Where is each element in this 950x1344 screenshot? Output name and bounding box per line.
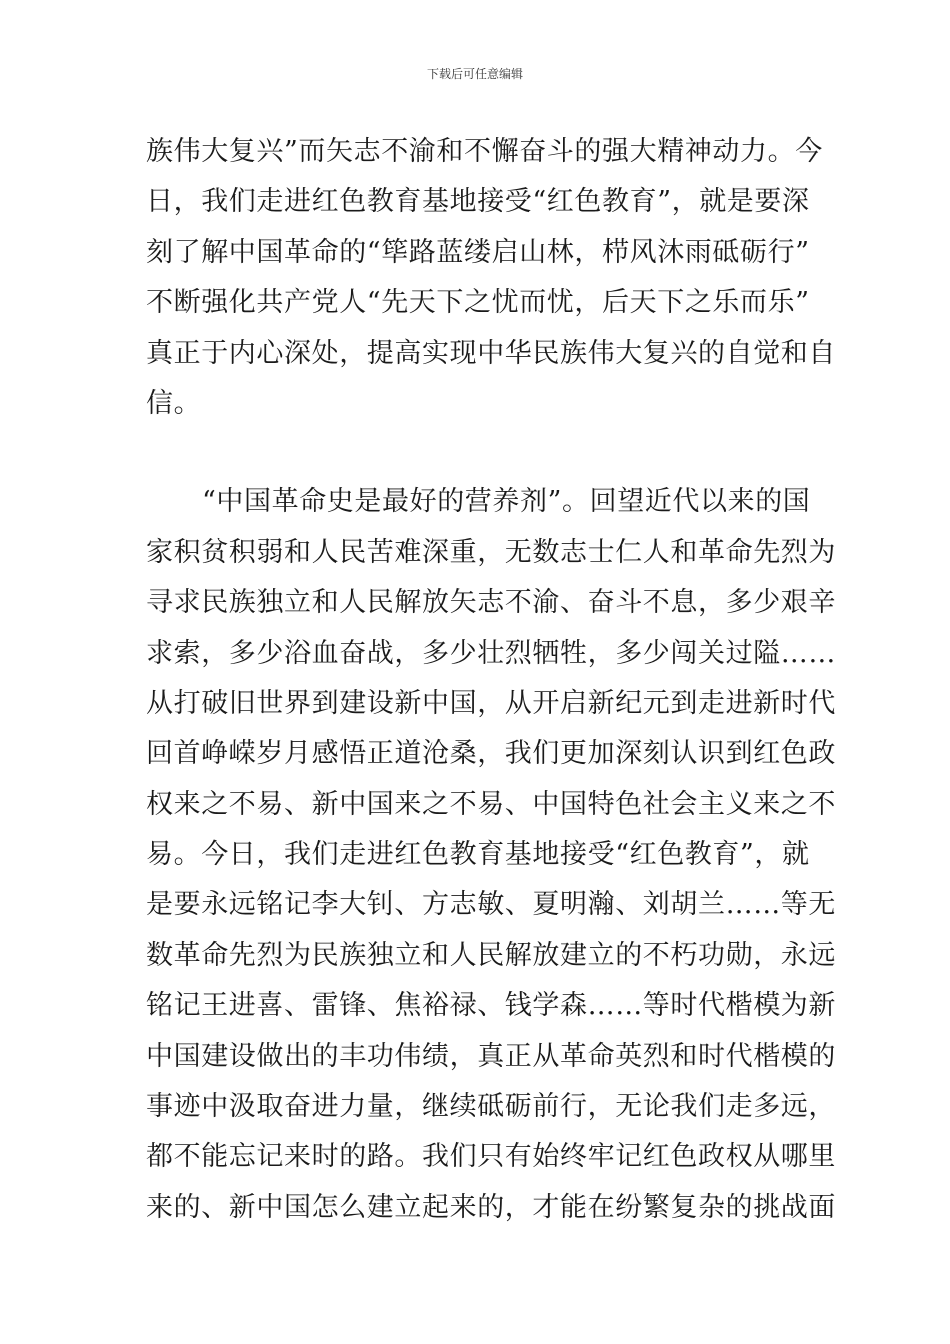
paragraph-1 bbox=[146, 127, 836, 429]
text-line: 信。 bbox=[146, 387, 202, 419]
text-line: 事迹中汲取奋进力量，继续砥砺前行，无论我们走多远， bbox=[146, 1091, 836, 1123]
text-line: 回首峥嵘岁月感悟正道沧桑，我们更加深刻认识到红色政 bbox=[146, 738, 836, 770]
text-line: 不断强化共产党人“先天下之忧而忧，后天下之乐而乐” bbox=[146, 287, 810, 319]
text-line: 刻了解中国革命的“筚路蓝缕启山林，栉风沐雨砥砺行” bbox=[146, 236, 810, 268]
text-line: 来的、新中国怎么建立起来的，才能在纷繁复杂的挑战面 bbox=[146, 1191, 836, 1223]
text-line: 数革命先烈为民族独立和人民解放建立的不朽功勋，永远 bbox=[146, 939, 836, 971]
text-line: 铭记王进喜、雷锋、焦裕禄、钱学森……等时代楷模为新 bbox=[146, 990, 836, 1022]
text-line: 寻求民族独立和人民解放矢志不渝、奋斗不息，多少艰辛 bbox=[146, 587, 836, 619]
paragraph-2 bbox=[146, 477, 836, 1233]
text-line: 是要永远铭记李大钊、方志敏、夏明瀚、刘胡兰……等无 bbox=[146, 889, 836, 921]
text-line: 家积贫积弱和人民苦难深重，无数志士仁人和革命先烈为 bbox=[146, 536, 836, 568]
page-header: 下载后可任意编辑 bbox=[426, 67, 523, 81]
text-line: 都不能忘记来时的路。我们只有始终牢记红色政权从哪里 bbox=[146, 1141, 836, 1173]
text-line: 从打破旧世界到建设新中国，从开启新纪元到走进新时代 bbox=[146, 687, 836, 719]
text-line: 求索，多少浴血奋战，多少壮烈牺牲，多少闯关过隘…… bbox=[146, 637, 836, 669]
document-body bbox=[146, 127, 836, 1233]
text-line: 中国建设做出的丰功伟绩，真正从革命英烈和时代楷模的 bbox=[146, 1040, 836, 1072]
text-line: “中国革命史是最好的营养剂”。回望近代以来的国 bbox=[202, 486, 811, 518]
text-line: 权来之不易、新中国来之不易、中国特色社会主义来之不 bbox=[146, 788, 836, 820]
paragraph-spacer bbox=[146, 429, 810, 477]
text-line: 族伟大复兴”而矢志不渝和不懈奋斗的强大精神动力。今 bbox=[146, 136, 823, 167]
text-line: 真正于内心深处，提高实现中华民族伟大复兴的自觉和自 bbox=[146, 337, 836, 369]
text-line: 日，我们走进红色教育基地接受“红色教育”，就是要深 bbox=[146, 186, 810, 218]
text-line: 易。今日，我们走进红色教育基地接受“红色教育”，就 bbox=[146, 839, 810, 871]
